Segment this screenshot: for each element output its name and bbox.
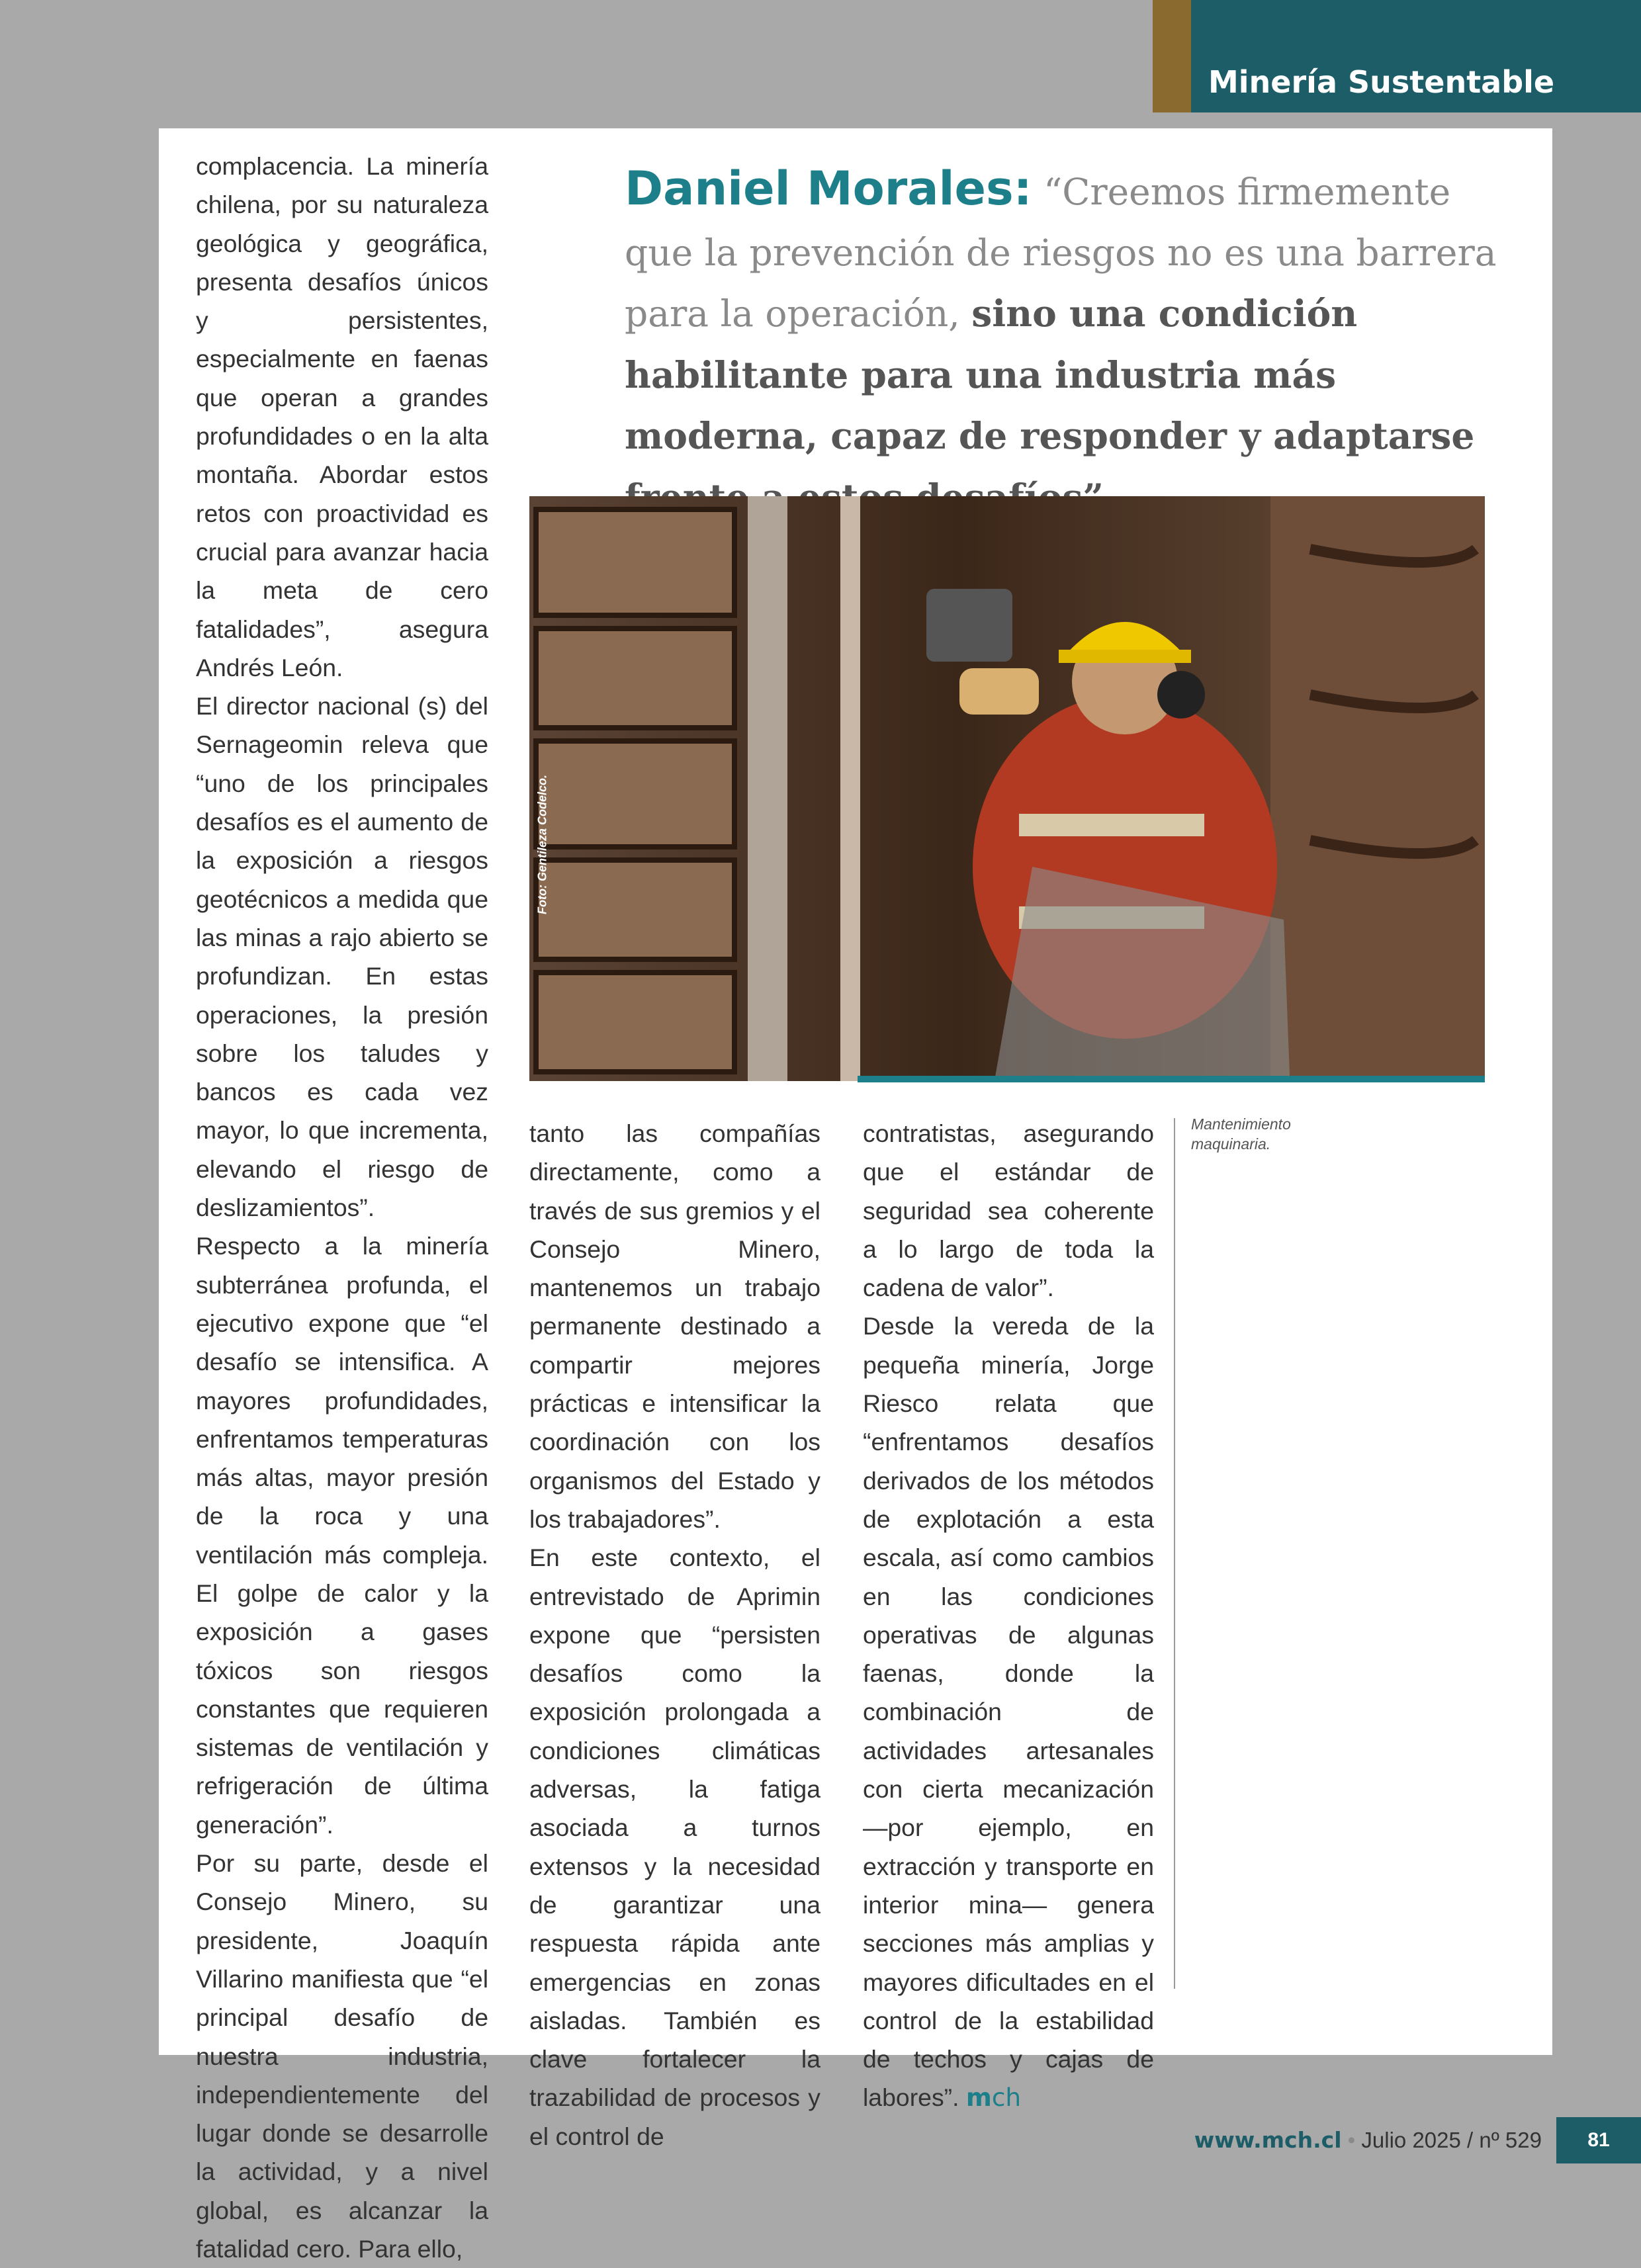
text-column-2: [529, 1114, 820, 2156]
text-column-1: [196, 147, 488, 2268]
paragraph: tanto las compañías directamente, como a través de sus gremios y el Consejo Minero, mantenemos un trabajo permanente destinado a compartir mejores prácticas e intensificar la coordinación con los organismos del Estado y los trabajadores”.: [529, 1119, 820, 1533]
pull-quote-text: “Creemos firmemente que la prevención de riesgos no es una barrera para la operación,: [625, 171, 1497, 335]
footer-issue: Julio 2025 / nº 529: [1361, 2128, 1542, 2152]
text-column-3: [863, 1114, 1154, 2117]
paragraph: En este contexto, el entrevistado de Aprimin expone que “persisten desafíos como la exposición prolongada a condiciones climáticas adversas, la fatiga asociada a turnos extensos y la necesidad de garantizar una respuesta rápida ante emergencias en zonas aisladas. También es clave fortalecer la trazabilidad de procesos y el control de: [529, 1544, 820, 2150]
paragraph: El director nacional (s) del Sernageomin releva que “uno de los principales desafíos es el aumento de la exposición a riesgos geotécnicos a medida que las minas a rajo abierto se profundizan. En estas operaciones, la presión sobre los taludes y bancos es cada vez mayor, lo que incrementa, elevando el riesgo de deslizamientos”.: [196, 692, 488, 1222]
paragraph: complacencia. La minería chilena, por su naturaleza geológica y geográfica, presenta desafíos únicos y persistentes, especialmente en faenas que operan a grandes profundidades o en la alta montaña. Abordar estos retos con proactividad es crucial para avanzar hacia la meta de cero fatalidades”, asegura Andrés León.: [196, 152, 488, 681]
section-title: Minería Sustentable: [1208, 64, 1555, 100]
footer-website-link[interactable]: www.mch.cl: [1194, 2127, 1342, 2153]
paragraph: Por su parte, desde el Consejo Minero, su presidente, Joaquín Villarino manifiesta que “el principal desafío de nuestra industria, independientemente del lugar donde se desarrolle la actividad, y a nivel global, es alcanzar la fatalidad cero. Para ello,: [196, 1849, 488, 2263]
pull-quote-name: Daniel Morales:: [625, 161, 1032, 216]
photo-caption: Mantenimiento maquinaria.: [1191, 1115, 1291, 1153]
header-accent-stripe: [1153, 0, 1191, 112]
paragraph-final: Desde la vereda de la pequeña minería, Jorge Riesco relata que “enfrentamos desafíos derivados de los métodos de explotación a esta escala, así como cambios en las condiciones operativas de algunas faenas, donde la combinación de actividades artesanales con cierta mecanización —por ejemplo, en extracción y transporte en interior mina— genera secciones más amplias y mayores dificultades en el control de la estabilidad de techos y cajas de labores”. mch: [863, 1312, 1154, 2113]
paragraph: contratistas, asegurando que el estándar de seguridad sea coherente a lo largo de toda la cadena de valor”.: [863, 1119, 1154, 1302]
column-divider: [1174, 1118, 1175, 1989]
photo-accent-bar: [858, 1076, 1485, 1082]
pull-quote-emphasis: sino una condición habilitante para una industria más moderna, capaz de responder y adaptarse: [625, 292, 1475, 457]
mch-signature: mch: [965, 2083, 1022, 2113]
worker-photo: [529, 496, 1485, 1081]
pull-quote: [625, 159, 1511, 528]
footer-separator: •: [1347, 2128, 1356, 2152]
page-number: 81: [1556, 2117, 1641, 2163]
footer: [1125, 2125, 1542, 2156]
paragraph: Respecto a la minería subterránea profunda, el ejecutivo expone que “el desafío se intensifica. A mayores profundidades, enfrentamos temperaturas más altas, mayor presión de la roca y una ventilación más compleja. El golpe de calor y la exposición a gases tóxicos son riesgos constantes que requieren sistemas de ventilación y refrigeración de última generación”.: [196, 1232, 488, 1839]
